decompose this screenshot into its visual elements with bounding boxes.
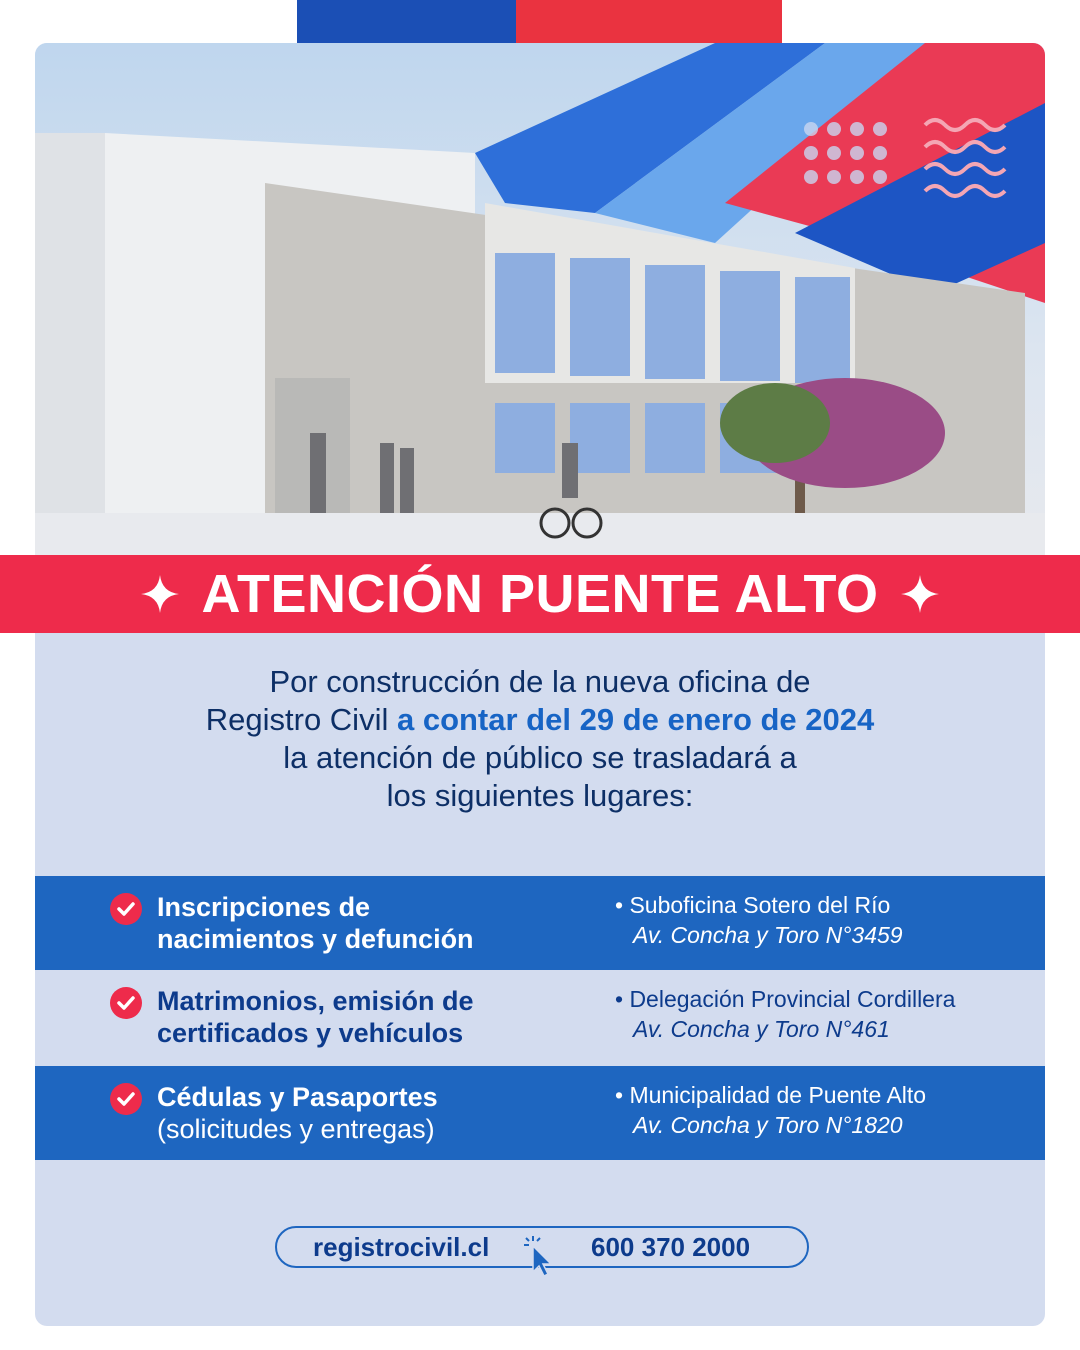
website-link[interactable]: registrocivil.cl [313, 1232, 490, 1262]
location-name: • Municipalidad de Puente Alto [615, 1082, 927, 1108]
location-address: Av. Concha y Toro N°3459 [633, 922, 903, 948]
check-circle-icon [110, 893, 142, 925]
phone-number[interactable]: 600 370 2000 [591, 1232, 751, 1262]
service-title-line: nacimientos y defunción [157, 924, 474, 954]
intro-line: Por construcción de la nueva oficina de [269, 664, 811, 699]
contact-pill [275, 1226, 809, 1268]
check-circle-icon [110, 1083, 142, 1115]
location-name: • Suboficina Sotero del Río [615, 892, 891, 918]
top-stripe-blue [297, 0, 516, 43]
intro-line: los siguientes lugares: [386, 778, 694, 813]
service-title-line: Inscripciones de [157, 892, 371, 922]
intro-plain: Registro Civil [205, 702, 397, 737]
cursor-click-icon [521, 1234, 557, 1278]
title-banner [0, 555, 1080, 633]
service-row [35, 876, 1045, 970]
service-row [35, 970, 1045, 1064]
sparkle-icon [901, 575, 939, 613]
location-address: Av. Concha y Toro N°1820 [633, 1112, 903, 1138]
intro-text [35, 663, 1045, 815]
building-illustration [35, 43, 1045, 555]
location-name: • Delegación Provincial Cordillera [615, 986, 956, 1012]
service-title-line: Cédulas y Pasaportes [157, 1082, 438, 1112]
check-circle-icon [110, 987, 142, 1019]
intro-line: la atención de público se trasladará a [283, 740, 797, 775]
service-title-line: Matrimonios, emisión de [157, 986, 474, 1016]
intro-line [35, 701, 1045, 739]
service-location [615, 890, 903, 950]
service-location [615, 984, 955, 1044]
top-stripe-red [516, 0, 782, 43]
sparkle-icon [141, 575, 179, 613]
intro-date-highlight: a contar del 29 de enero de 2024 [396, 702, 875, 737]
service-title [157, 891, 474, 955]
hero-building-image [35, 43, 1045, 555]
service-title-line: (solicitudes y entregas) [157, 1114, 435, 1144]
service-row [35, 1066, 1045, 1160]
service-title-line: certificados y vehículos [157, 1018, 464, 1048]
banner-title: ATENCIÓN PUENTE ALTO [201, 564, 879, 624]
location-address: Av. Concha y Toro N°461 [633, 1016, 890, 1042]
service-title [157, 1081, 438, 1145]
service-location [615, 1080, 926, 1140]
service-title [157, 985, 474, 1049]
